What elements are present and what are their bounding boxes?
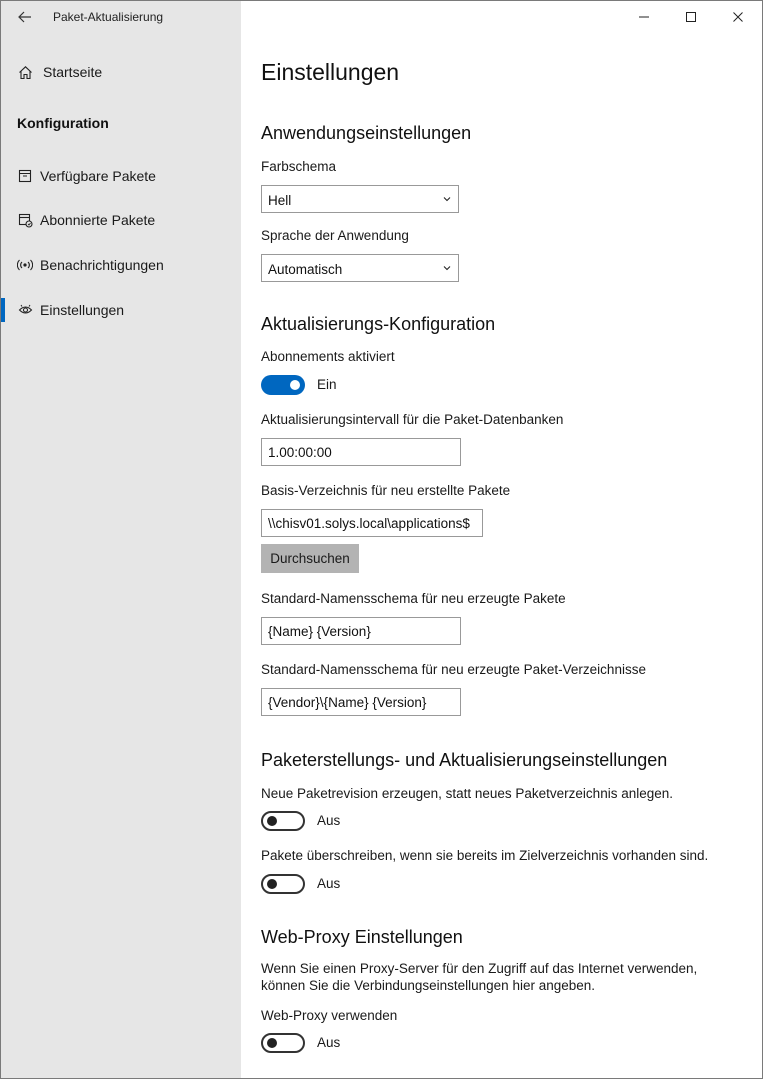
maximize-icon: [685, 11, 697, 23]
sidebar-item-label: Einstellungen: [40, 302, 125, 318]
broadcast-icon: [17, 257, 33, 273]
input-value: \\chisv01.solys.local\applications$: [268, 516, 470, 531]
directory-naming-input[interactable]: [261, 688, 461, 716]
dropdown-value: Hell: [268, 193, 292, 208]
use-proxy-toggle[interactable]: [261, 1033, 305, 1053]
sidebar: [1, 1, 241, 1078]
use-proxy-toggle-state: Aus: [317, 1035, 341, 1050]
toggle-knob: [267, 879, 277, 889]
base-dir-input[interactable]: [261, 509, 483, 537]
sidebar-item-label: Benachrichtigungen: [40, 257, 164, 273]
section-heading-web-proxy: Web-Proxy Einstellungen: [261, 927, 463, 947]
home-icon: [17, 64, 33, 80]
toggle-knob: [290, 380, 300, 390]
section-heading-package-creation: Paketerstellungs- und Aktualisierungseinstellungen: [261, 750, 668, 770]
overwrite-label: Pakete überschreiben, wenn sie bereits im Zielverzeichnis vorhanden sind.: [261, 848, 709, 863]
sidebar-item-home[interactable]: [1, 54, 241, 90]
close-button[interactable]: [715, 1, 761, 33]
toggle-knob: [267, 1038, 277, 1048]
chevron-down-icon: [442, 194, 452, 204]
maximize-button[interactable]: [668, 1, 714, 33]
page-title: Einstellungen: [261, 59, 400, 85]
overwrite-toggle[interactable]: [261, 874, 305, 894]
browse-button[interactable]: Durchsuchen: [261, 544, 359, 573]
package-naming-input[interactable]: [261, 617, 461, 645]
directory-naming-label: Standard-Namensschema für neu erzeugte Paket-Verzeichnisse: [261, 662, 646, 677]
interval-label: Aktualisierungsintervall für die Paket-Datenbanken: [261, 412, 564, 427]
color-scheme-dropdown[interactable]: [261, 185, 459, 213]
color-scheme-label: Farbschema: [261, 159, 337, 174]
subscriptions-toggle[interactable]: [261, 375, 305, 395]
section-heading-update-config: Aktualisierungs-Konfiguration: [261, 314, 496, 334]
sidebar-section-heading: Konfiguration: [17, 115, 109, 131]
sidebar-item-settings[interactable]: [1, 292, 241, 328]
language-dropdown[interactable]: [261, 254, 459, 282]
close-icon: [732, 11, 744, 23]
subscriptions-toggle-state: Ein: [317, 377, 337, 392]
package-naming-label: Standard-Namensschema für neu erzeugte Pakete: [261, 591, 566, 606]
revision-label: Neue Paketrevision erzeugen, statt neues Paketverzeichnis anlegen.: [261, 786, 674, 801]
interval-input[interactable]: [261, 438, 461, 466]
minimize-button[interactable]: [621, 1, 667, 33]
sidebar-item-label: Verfügbare Pakete: [40, 168, 156, 184]
chevron-down-icon: [442, 263, 452, 273]
revision-toggle-state: Aus: [317, 813, 341, 828]
back-button[interactable]: [11, 5, 39, 29]
revision-toggle[interactable]: [261, 811, 305, 831]
sidebar-item-notifications[interactable]: [1, 247, 241, 283]
subscriptions-label: Abonnements aktiviert: [261, 349, 395, 364]
arrow-left-icon: [18, 11, 32, 23]
base-dir-label: Basis-Verzeichnis für neu erstellte Pakete: [261, 483, 511, 498]
input-value: {Vendor}\{Name} {Version}: [268, 695, 427, 710]
sidebar-item-label: Abonnierte Pakete: [40, 212, 156, 228]
input-value: {Name} {Version}: [268, 624, 371, 639]
sidebar-item-available-packages[interactable]: [1, 158, 241, 194]
package-icon: [17, 168, 33, 184]
section-heading-app-settings: Anwendungseinstellungen: [261, 123, 472, 143]
app-title: Paket-Aktualisierung: [53, 10, 164, 24]
overwrite-toggle-state: Aus: [317, 876, 341, 891]
input-value: 1.00:00:00: [268, 445, 332, 460]
subscribed-package-icon: [17, 212, 33, 228]
settings-eye-icon: [17, 302, 33, 318]
sidebar-item-label: Startseite: [43, 64, 103, 80]
proxy-description: Wenn Sie einen Proxy-Server für den Zugriff auf das Internet verwenden, können Sie die Verbindungseinstellungen hier angeben.: [261, 961, 698, 993]
use-proxy-label: Web-Proxy verwenden: [261, 1008, 398, 1023]
minimize-icon: [638, 11, 650, 23]
sidebar-item-subscribed-packages[interactable]: [1, 202, 241, 238]
dropdown-value: Automatisch: [268, 262, 343, 277]
language-label: Sprache der Anwendung: [261, 228, 409, 243]
toggle-knob: [267, 816, 277, 826]
